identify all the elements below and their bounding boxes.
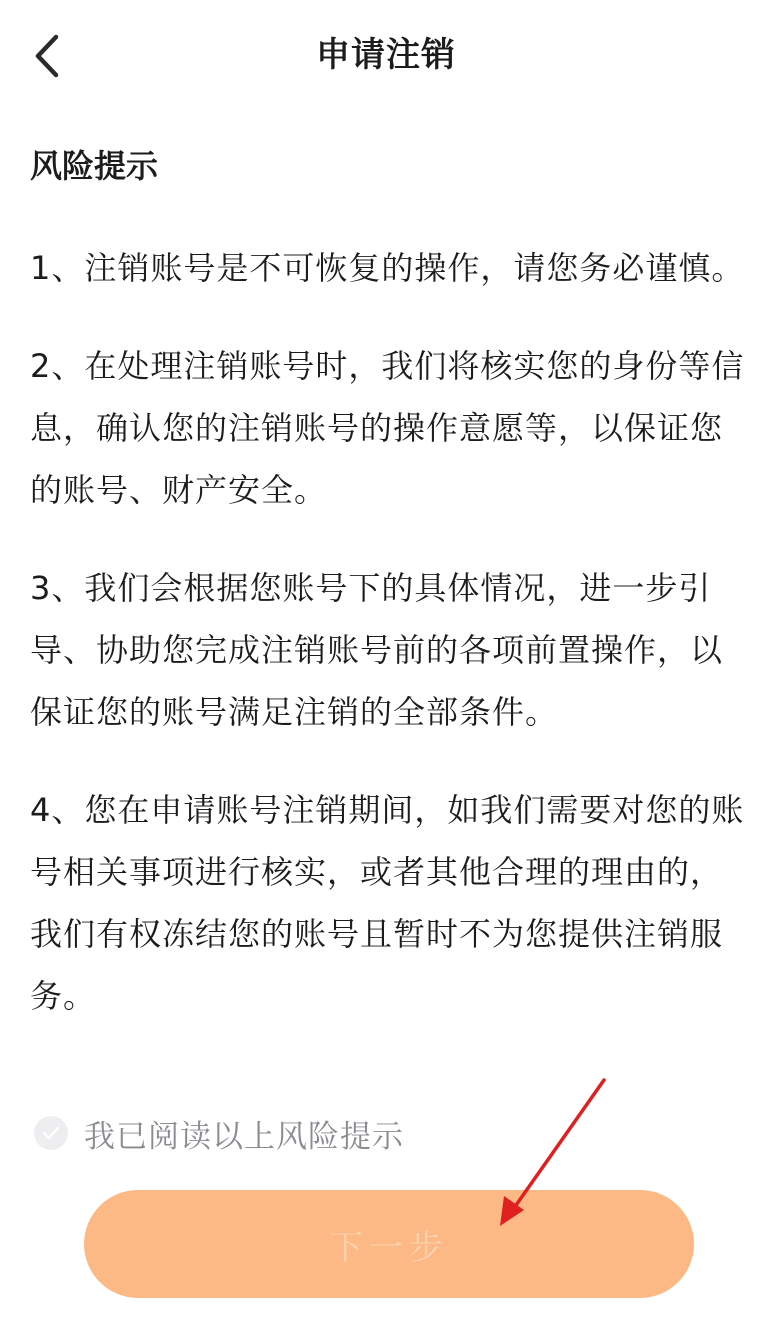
risk-heading: 风险提示 <box>30 147 159 185</box>
page-title: 申请注销 <box>316 35 456 75</box>
risk-item-4: 4、您在申请账号注销期间，如我们需要对您的账号相关事项进行核实，或者其他合理的理由的，我们有权冻结您的账号且暂时不为您提供注销服务。 <box>30 791 745 1015</box>
risk-item-2: 2、在处理注销账号时，我们将核实您的身份等信息，确认您的注销账号的操作意愿等，以保证您的账号、财产安全。 <box>30 347 745 509</box>
next-step-button[interactable] <box>84 1190 694 1298</box>
check-icon <box>41 1125 61 1141</box>
nav-bar <box>0 0 772 110</box>
risk-content <box>30 140 750 1072</box>
risk-item-1: 1、注销账号是不可恢复的操作，请您务必谨慎。 <box>30 249 745 287</box>
next-step-label: 下一步 <box>329 1227 449 1268</box>
risk-item-3: 3、我们会根据您账号下的具体情况，进一步引导、协助您完成注销账号前的各项前置操作，以保证您的账号满足注销的全部条件。 <box>30 569 724 731</box>
agree-checkbox[interactable] <box>34 1116 68 1150</box>
agree-label: 我已阅读以上风险提示 <box>84 1118 404 1155</box>
agree-checkbox-row[interactable] <box>34 1108 404 1158</box>
